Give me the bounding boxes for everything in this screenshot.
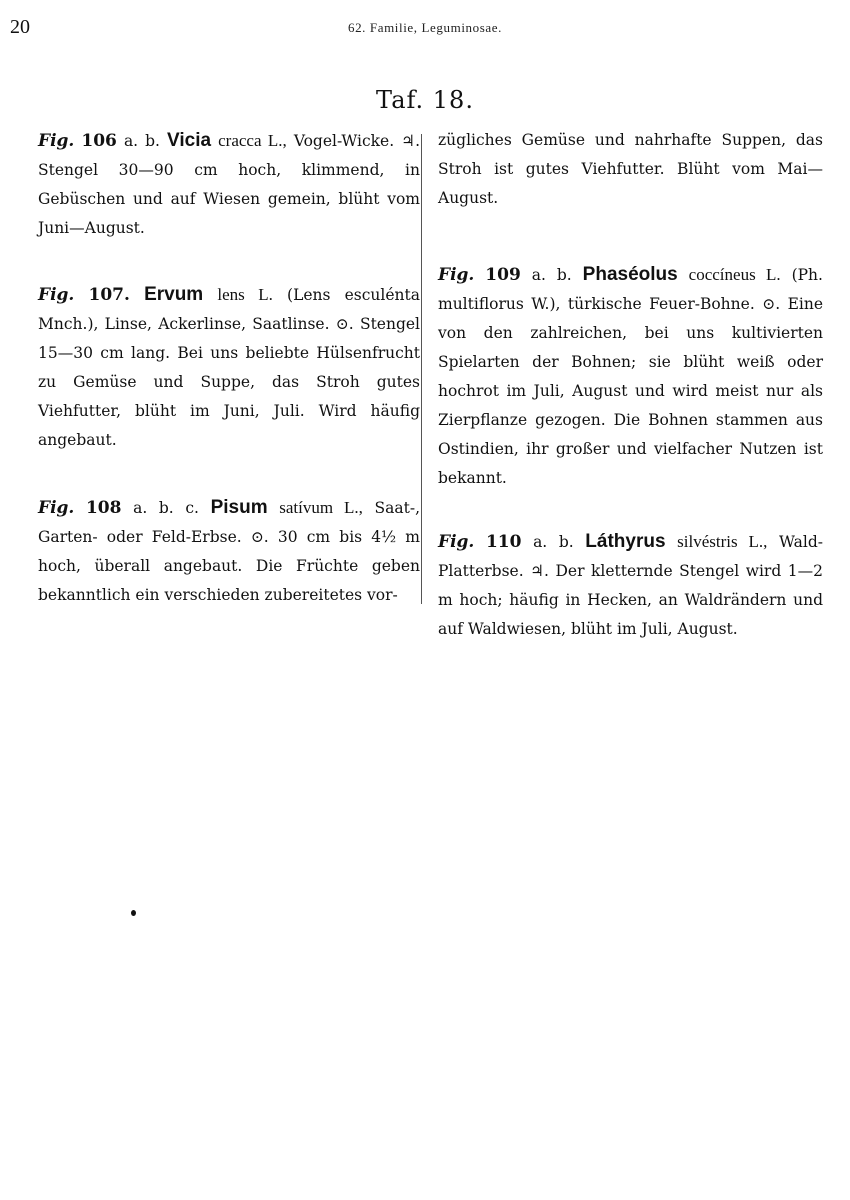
genus-name: Láthyrus xyxy=(585,531,666,552)
entry-text: (Lens esculénta Mnch.), Linse, Ackerlinse, Saatlinse. ⊙. Stengel 15—30 cm lang. Bei uns beliebte Hülsenfrucht zu Gemüse und Suppe, das Stroh gutes Viehfutter, blüht im Juni, Juli. Wird häufig angebaut. xyxy=(38,286,420,449)
fig-label: Fig. xyxy=(38,498,75,518)
fig-number: 106 xyxy=(81,131,117,151)
fig-number: 109 xyxy=(485,265,521,285)
entry-text: Wald-Platterbse. ♃. Der kletternde Stengel wird 1—2 m hoch; häufig in Hecken, an Waldrändern und auf Waldwiesen, blüht im Juli, August. xyxy=(438,533,823,638)
entry-text: Vogel-Wicke. ♃. Stengel 30—90 cm hoch, klimmend, in Gebüschen und auf Wiesen gemein, blüht vom Juni—August. xyxy=(38,132,421,237)
fig-parts: a. b. c. xyxy=(133,499,199,517)
fig-label: Fig. xyxy=(38,131,75,151)
left-column xyxy=(38,126,420,610)
fig-label: Fig. xyxy=(438,265,475,285)
fig-number: 107. xyxy=(88,285,130,305)
entry-continuation xyxy=(438,126,823,213)
entry-text: zügliches Gemüse und nahrhafte Suppen, das Stroh ist gutes Viehfutter. Blüht vom Mai—August. xyxy=(438,131,823,207)
fig-label: Fig. xyxy=(438,532,475,552)
fig-parts: a. b. xyxy=(533,533,574,551)
entry-fig-109 xyxy=(438,260,823,493)
page-number: 20 xyxy=(10,16,30,38)
entry-fig-108 xyxy=(38,493,420,610)
running-head: 62. Familie, Leguminosae. xyxy=(347,20,502,35)
species-name: cracca L., xyxy=(218,131,287,150)
fig-parts: a. b. xyxy=(123,132,160,150)
entry-fig-110 xyxy=(438,527,823,644)
genus-name: Phaséolus xyxy=(582,264,678,285)
genus-name: Vicia xyxy=(167,130,212,151)
ink-speck xyxy=(131,910,136,916)
plate-title: Taf. 18. xyxy=(376,86,474,114)
genus-name: Ervum xyxy=(144,284,204,305)
fig-number: 108 xyxy=(85,498,122,518)
fig-number: 110 xyxy=(485,532,522,552)
fig-parts: a. b. xyxy=(531,266,572,284)
entry-fig-107 xyxy=(38,280,420,455)
species-name: coccíneus L. xyxy=(688,265,781,284)
right-column xyxy=(438,126,823,644)
column-divider xyxy=(421,134,422,604)
entry-text: (Ph. multiflorus W.), türkische Feuer-Bohne. ⊙. Eine von den zahlreichen, bei uns kultivierten Spielarten der Bohnen; sie blüht weiß oder hochrot im Juli, August und wird meist nur als Zierpflanze gezogen. Die Bohnen stammen aus Ostindien, ihr großer und vielfacher Nutzen ist bekannt. xyxy=(438,266,823,487)
species-name: lens L. xyxy=(217,285,273,304)
fig-label: Fig. xyxy=(38,285,75,305)
species-name: silvéstris L., xyxy=(677,532,768,551)
entry-text: Saat-, Garten- oder Feld-Erbse. ⊙. 30 cm bis 4½ m hoch, überall angebaut. Die Früchte geben bekanntlich ein verschieden zubereitetes vor- xyxy=(38,499,421,604)
species-name: satívum L., xyxy=(279,498,363,517)
entry-fig-106 xyxy=(38,126,420,243)
genus-name: Pisum xyxy=(210,497,268,518)
